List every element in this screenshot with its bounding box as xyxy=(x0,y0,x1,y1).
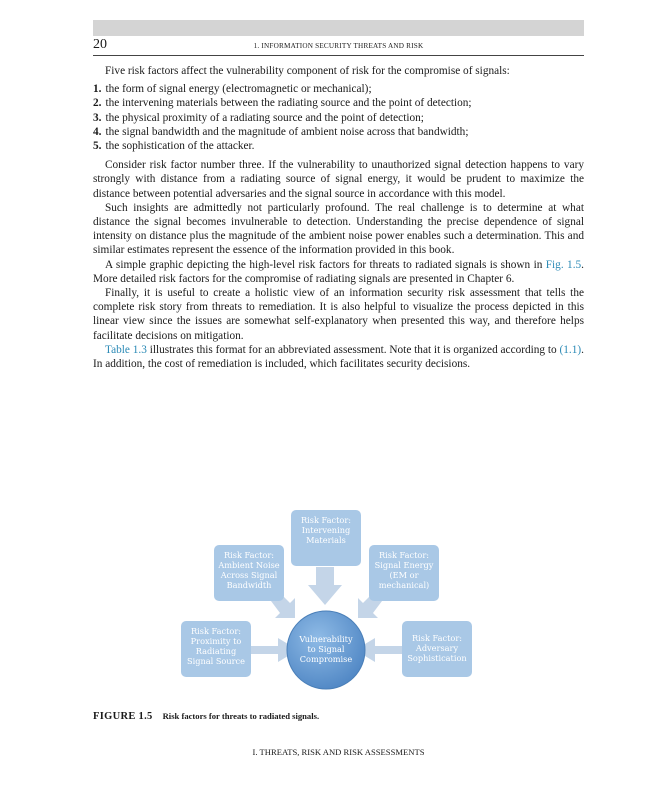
list-item: 2. the intervening materials between the radiating source and the point of detection; xyxy=(93,97,472,110)
box-right-label: Risk Factor: Adversary Sophistication xyxy=(407,633,467,663)
figure-caption xyxy=(93,706,584,724)
paragraph-4: Finally, it is useful to create a holistic view of an information security risk assessment that tells the complete risk story from threats to remediation. It is also helpful to visualize the process depicted in this linear view since the issues are somewhat self-explanatory when presented this way, and therefore helps facilitate decisions on mitigation. xyxy=(93,287,584,342)
box-upper-right-label: Risk Factor: Signal Energy (EM or mechanical) xyxy=(374,550,434,590)
risk-factor-diagram xyxy=(178,505,480,705)
list-item: 3. the physical proximity of a radiating source and the point of detection; xyxy=(93,111,424,124)
paragraph-1: Consider risk factor number three. If the vulnerability to unauthorized signal detection happens to vary strongly with distance from a radiating source of signal energy, it would be prudent to maximize the distance between potential adversaries and the signal source in accordance with this model. xyxy=(93,159,584,200)
equation-link[interactable]: (1.1) xyxy=(559,343,582,356)
page-number: 20 xyxy=(93,37,107,52)
box-top-label: Risk Factor: Intervening Materials xyxy=(300,515,352,545)
list-item: 4. the signal bandwidth and the magnitude of ambient noise across that bandwidth; xyxy=(93,125,469,138)
paragraph-2: Such insights are admittedly not particularly profound. The real challenge is to determine at what distance the signal becomes invulnerable to detection. Understanding the precise dependence of signal intensity on distance plus the magnitude of the ambient noise power enables such a determination. This and similar estimates represent the essence of the information provided in this book. xyxy=(93,201,584,257)
figure-caption-text: Risk factors for threats to radiated signals. xyxy=(162,711,320,721)
list-item: 1. the form of signal energy (electromagnetic or mechanical); xyxy=(93,83,372,96)
box-upper-left-label: Risk Factor: Ambient Noise Across Signal Bandwidth xyxy=(218,550,280,590)
intro-paragraph: Five risk factors affect the vulnerability component of risk for the compromise of signals: xyxy=(105,65,510,77)
figure-link[interactable]: Fig. 1.5 xyxy=(545,258,582,271)
arrow-top xyxy=(308,567,342,605)
box-left-label: Risk Factor: Proximity to Radiating Signal Source xyxy=(186,626,246,666)
running-head: 1. INFORMATION SECURITY THREATS AND RISK xyxy=(253,42,424,50)
table-link[interactable]: Table 1.3 xyxy=(105,343,147,356)
page-header xyxy=(93,36,584,56)
paragraph-3: A simple graphic depicting the high-level risk factors for threats to radiated signals is shown in Fig. 1.5. More detailed risk factors for the compromise of radiating signals are presented in Chapter 6. xyxy=(93,258,584,285)
paragraph-5: Table 1.3 illustrates this format for an abbreviated assessment. Note that it is organized according to (1.1). In addition, the cost of remediation is included, which facilitates security decisions. xyxy=(93,343,584,371)
top-gray-bar xyxy=(93,20,584,36)
body-text xyxy=(93,64,584,371)
figure-label: FIGURE 1.5 xyxy=(93,711,153,722)
risk-factor-list xyxy=(93,82,584,153)
page-footer: I. THREATS, RISK AND RISK ASSESSMENTS xyxy=(252,747,425,757)
diagram-svg xyxy=(178,505,480,705)
center-label: Vulnerability to Signal Compromise xyxy=(299,634,353,664)
list-item: 5. the sophistication of the attacker. xyxy=(93,140,255,153)
